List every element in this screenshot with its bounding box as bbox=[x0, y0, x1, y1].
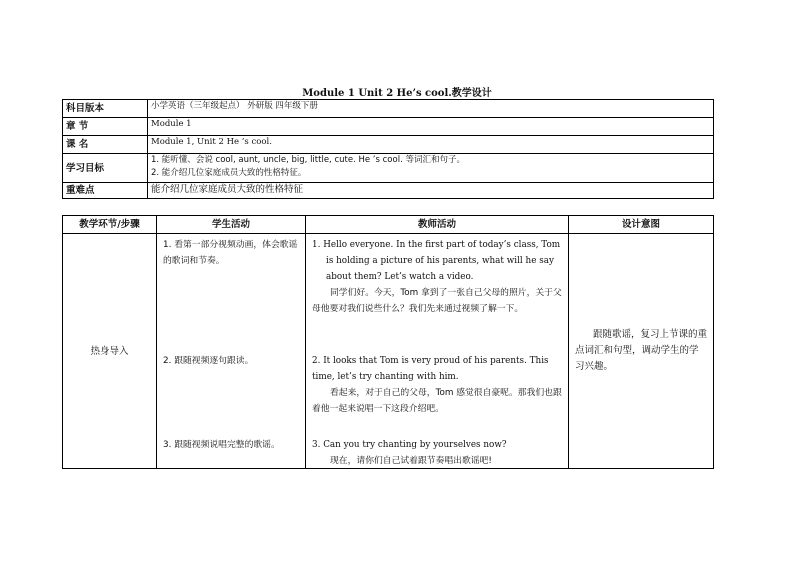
info-key: 学习目标 bbox=[63, 154, 148, 183]
info-key: 科目版本 bbox=[63, 100, 148, 118]
document-title: Module 1 Unit 2 He’s cool.教学设计 bbox=[302, 88, 492, 99]
header-row bbox=[63, 216, 714, 234]
header-student: 学生活动 bbox=[157, 216, 306, 234]
header-teacher: 教师活动 bbox=[306, 216, 569, 234]
teacher-step-3-cn: 现在，请你们自己试着跟节奏唱出歌谣吧! bbox=[330, 456, 492, 466]
info-key: 课 名 bbox=[63, 136, 148, 154]
teacher-step-3 bbox=[312, 437, 564, 469]
info-value: 能介绍几位家庭成员大致的性格特征 bbox=[148, 183, 714, 199]
header-stage: 教学环节/步骤 bbox=[63, 216, 157, 234]
student-step-3: 3. 跟随视频说唱完整的歌谣。 bbox=[163, 440, 280, 450]
info-row-goals bbox=[63, 154, 714, 183]
teacher-step-3-en: 3. Can you try chanting by yourselves now? bbox=[312, 440, 507, 450]
teacher-step-1-cn: 同学们好。今天，Tom 拿到了一张自己父母的照片，关于父母他要对我们说些什么？我们先来通过视频了解一下。 bbox=[312, 288, 562, 314]
info-key: 重难点 bbox=[63, 183, 148, 199]
info-value bbox=[148, 154, 714, 183]
student-step-2: 2. 跟随视频逐句跟读。 bbox=[163, 356, 254, 366]
stage-cell: 热身导入 bbox=[63, 234, 157, 469]
lesson-steps-table bbox=[62, 215, 714, 469]
info-row-keypoints bbox=[63, 183, 714, 199]
goal-line: 2. 能介绍几位家庭成员大致的性格特征。 bbox=[151, 168, 307, 178]
teacher-step-1-en: 1. Hello everyone. In the first part of today’s class, Tom is holding a picture of his parents, what will he say about them? Let’s watch a video. bbox=[312, 240, 561, 282]
student-step-1: 1. 看第一部分视频动画，体会歌谣的歌词和节奏。 bbox=[163, 240, 298, 266]
info-value: 小学英语（三年级起点） 外研版 四年级下册 bbox=[148, 100, 714, 118]
teacher-step-1 bbox=[312, 237, 564, 317]
info-row-chapter bbox=[63, 118, 714, 136]
teacher-step-2 bbox=[312, 353, 564, 417]
header-intent: 设计意图 bbox=[569, 216, 714, 234]
teacher-step-2-en: 2. It looks that Tom is very proud of his parents. This time, let’s try chanting with him. bbox=[312, 356, 549, 382]
info-key: 章 节 bbox=[63, 118, 148, 136]
student-activity-cell bbox=[157, 234, 306, 469]
teacher-step-2-cn: 看起来，对于自己的父母，Tom 感觉很自豪呢。那我们也跟着他一起来说唱一下这段介绍吧。 bbox=[312, 388, 562, 414]
info-value: Module 1, Unit 2 He ’s cool. bbox=[148, 136, 714, 154]
goal-line: 1. 能听懂、会说 cool, aunt, uncle, big, little, cute. He ’s cool. 等词汇和句子。 bbox=[151, 155, 465, 165]
info-value: Module 1 bbox=[148, 118, 714, 136]
design-intent-cell: 跟随歌谣，复习上节课的重点词汇和句型，调动学生的学习兴趣。 bbox=[569, 234, 714, 469]
info-row-subject bbox=[63, 100, 714, 118]
course-info-table bbox=[62, 99, 714, 199]
info-row-lesson bbox=[63, 136, 714, 154]
step-row bbox=[63, 234, 714, 469]
teacher-activity-cell bbox=[306, 234, 569, 469]
